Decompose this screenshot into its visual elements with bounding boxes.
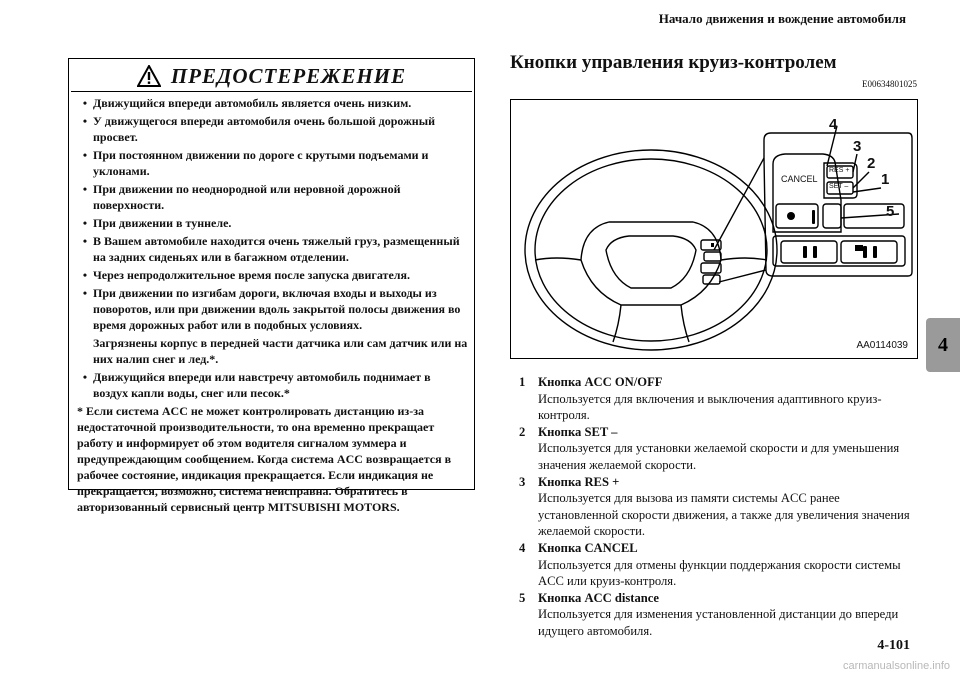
warning-bullet: • У движущегося впереди автомобиля очень большой дорожный просвет.: [82, 114, 435, 145]
section-code: E00634801025: [862, 79, 917, 89]
watermark: carmanualsonline.info: [842, 660, 950, 672]
callout-5: 5: [886, 203, 895, 220]
warning-triangle-icon: [137, 65, 161, 87]
callout-4: 4: [829, 116, 838, 133]
button-descriptions: [519, 374, 919, 640]
list-item: 3 Кнопка RES + Используется для вызова из памяти системы ACC ранее установленной скорости движения, а также для увеличения значения желаемой скорости.: [519, 474, 910, 539]
chapter-tab: [926, 318, 960, 372]
figure-code: AA0114039: [856, 340, 908, 351]
warning-bullet: • Движущийся впереди или навстречу автомобиль поднимает в воздух капли воды, снег или песок.*: [82, 370, 431, 401]
cancel-button-label: CANCEL: [781, 174, 818, 184]
warning-bullet: • В Вашем автомобиле находится очень тяжелый груз, размещенный на задних сиденьях или в багажном отделении.: [82, 234, 460, 265]
list-item: 1 Кнопка ACC ON/OFF Используется для включения и выключения адаптивного круиз-контроля.: [519, 375, 882, 423]
warning-bullet: • Через непродолжительное время после запуска двигателя.: [82, 268, 410, 283]
warning-bullet: • При движении по неоднородной или неровной дорожной поверхности.: [82, 182, 401, 213]
warning-bullet: • При движении по изгибам дороги, включая входы и выходы из поворотов, или при движении вдоль закрытой полосы движения во время дорожных работ или в подобных условиях.: [82, 286, 461, 333]
callout-2: 2: [867, 155, 876, 172]
warning-header: [71, 61, 472, 91]
running-header: Начало движения и вождение автомобиля: [658, 11, 906, 26]
warning-footnote: * Если система ACC не может контролировать дистанцию из-за недостаточной производительности, то она временно прекращает работу и информирует об этом водителя сигналом зуммера и предупреждающим сообщением. Когда система ACC возвращается в рабочее состояние, индикация прекращается. Если индикация не прекращается, возможно, система неисправна. Обратитесь в авторизованный сервисный центр MITSUBISHI MOTORS.: [77, 404, 452, 515]
warning-bullet: • При движении в туннеле.: [82, 216, 232, 231]
warning-title: ПРЕДОСТЕРЕЖЕНИЕ: [170, 63, 407, 88]
steering-wheel-figure: [510, 99, 918, 359]
page-number: 4-101: [877, 638, 910, 653]
warning-bullet: • Движущийся впереди автомобиль является очень низким.: [82, 96, 412, 111]
chapter-number: 4: [938, 333, 948, 356]
list-item: 2 Кнопка SET – Используется для установки желаемой скорости и для уменьшения значения желаемой скорости.: [519, 424, 900, 472]
warning-box: [68, 58, 475, 515]
section-title: Кнопки управления круиз-контролем: [510, 52, 837, 73]
set-button-label: SET –: [829, 183, 849, 190]
list-item: 4 Кнопка CANCEL Используется для отмены функции поддержания скорости системы ACC или круиз-контроля.: [519, 540, 901, 589]
warning-bullet: • При постоянном движении по дороге с крутыми подъемами и уклонами.: [82, 148, 429, 179]
warning-bullet: Загрязнены корпус в передней части датчика или сам датчик или на них налип снег и лед.*.: [93, 336, 468, 367]
warning-body: [69, 92, 474, 515]
callout-1: 1: [881, 171, 890, 188]
res-button-label: RES +: [829, 167, 850, 174]
callout-3: 3: [853, 138, 862, 155]
list-item: 5 Кнопка ACC distance Используется для изменения установленной дистанции до впереди идущего автомобиля.: [519, 590, 899, 638]
